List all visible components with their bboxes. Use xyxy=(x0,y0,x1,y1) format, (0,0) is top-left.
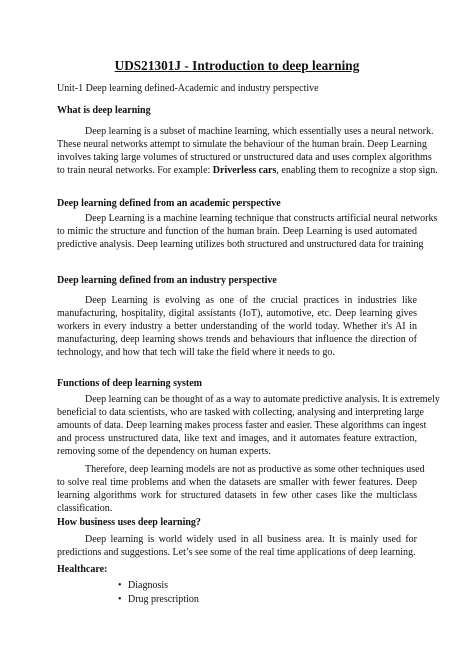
paragraph-line: learning algorithms work for structured datasets in few other cases like the multiclass xyxy=(57,490,417,501)
example-highlight: Driverless cars xyxy=(212,165,277,176)
paragraph-line: manufacturing, hospitality, digital assistants (IoT), automotive, etc. Deep learning gives xyxy=(57,308,417,319)
paragraph-line: predictive analysis. Deep learning utilizes both structured and unstructured data for training xyxy=(57,239,424,250)
paragraph-line: classification. xyxy=(57,503,113,514)
paragraph-line: involves taking large volumes of structured or unstructured data and uses complex algorithms xyxy=(57,152,432,163)
business-heading: How business uses deep learning? xyxy=(57,517,201,528)
bullet-icon: • xyxy=(118,594,122,605)
paragraph-line: Deep learning is a subset of machine learning, which essentially uses a neural network. xyxy=(85,126,434,137)
paragraph-line: Deep Learning is evolving as one of the crucial practices in industries like xyxy=(85,295,417,306)
paragraph-line: Deep learning can be thought of as a way to automate predictive analysis. It is extremely xyxy=(85,394,440,405)
functions-heading: Functions of deep learning system xyxy=(57,378,202,389)
paragraph-line: Deep Learning is a machine learning technique that constructs artificial neural networks xyxy=(85,213,438,224)
industry-heading: Deep learning defined from an industry perspective xyxy=(57,275,277,286)
paragraph-line: beneficial to data scientists, who are tasked with collecting, analysing and interpreting large xyxy=(57,407,424,418)
example-prefix: to train neural networks. For example: xyxy=(57,165,213,176)
paragraph-line: amounts of data. Deep learning makes process faster and easier. These algorithms can ingest xyxy=(57,420,427,431)
paragraph-line: technology, and how that tech will take the field where it needs to go. xyxy=(57,347,335,358)
list-item: Diagnosis xyxy=(128,580,168,591)
healthcare-heading: Healthcare: xyxy=(57,564,108,575)
paragraph-line: workers in every industry a better understanding of the world today. Whether it's AI in xyxy=(57,321,417,332)
paragraph-line xyxy=(57,164,438,177)
document-title: UDS21301J - Introduction to deep learning xyxy=(114,58,360,73)
unit-line: Unit-1 Deep learning defined-Academic and industry perspective xyxy=(57,83,319,94)
paragraph-line: manufacturing, deep learning shows trends and behaviours that influence the direction of xyxy=(57,334,417,345)
academic-heading: Deep learning defined from an academic perspective xyxy=(57,198,281,209)
paragraph-line: to mimic the structure and function of the human brain. Deep Learning is used automated xyxy=(57,226,417,237)
paragraph-line: and process unstructured data, like text and images, and it automates feature extraction, xyxy=(57,433,417,444)
list-item: Drug prescription xyxy=(128,594,199,605)
paragraph-line: removing some of the dependency on human experts. xyxy=(57,446,271,457)
paragraph-line: These neural networks attempt to simulate the behaviour of the human brain. Deep Learning xyxy=(57,139,427,150)
what-heading: What is deep learning xyxy=(57,105,151,116)
example-suffix: , enabling them to recognize a stop sign. xyxy=(276,165,438,176)
paragraph-line: Therefore, deep learning models are not as productive as some other techniques used xyxy=(85,464,425,475)
paragraph-line: predictions and suggestions. Let’s see some of the real time applications of deep learning. xyxy=(57,547,416,558)
bullet-icon: • xyxy=(118,580,122,591)
paragraph-line: Deep learning is world widely used in all business area. It is mainly used for xyxy=(85,534,417,545)
paragraph-line: to solve real time problems and when the datasets are smaller with fewer features. Deep xyxy=(57,477,417,488)
